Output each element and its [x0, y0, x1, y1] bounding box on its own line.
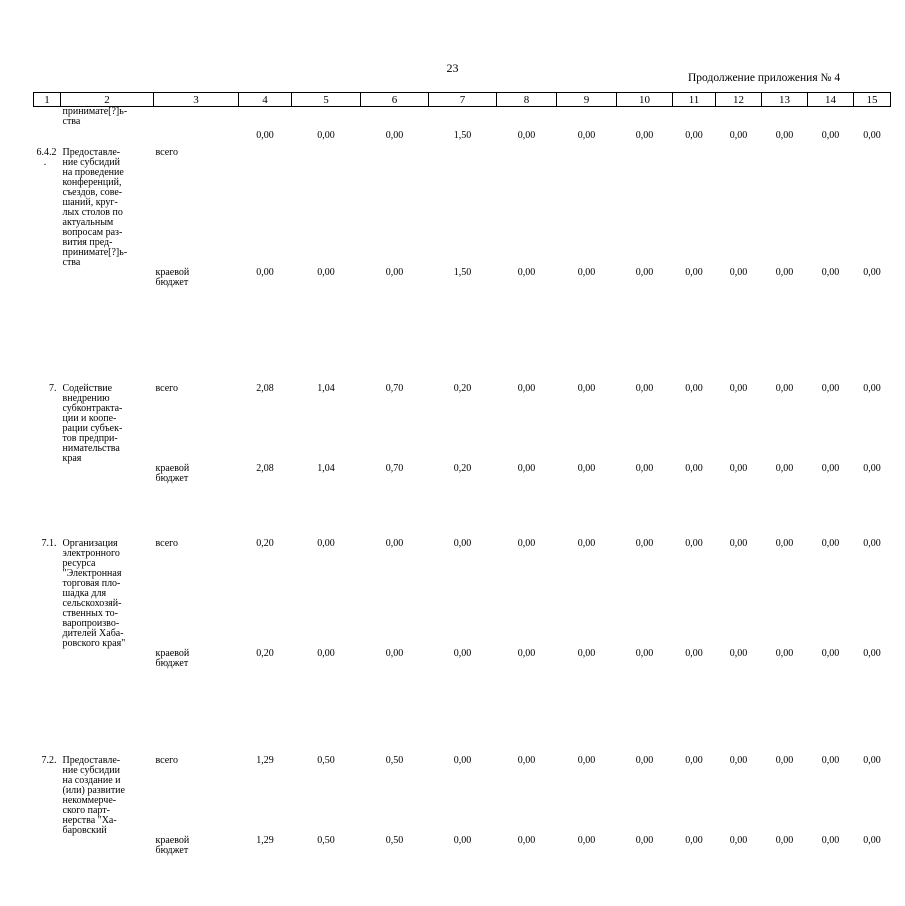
value-cell: [292, 148, 361, 268]
value-cell: [716, 107, 762, 131]
column-header: 7: [429, 93, 497, 107]
value-cell: 1,29: [256, 754, 274, 766]
funding-source: всего: [155, 382, 179, 394]
continuation-label: Продолжение приложения № 4: [688, 72, 841, 84]
page-number: 23: [446, 61, 459, 75]
value-cell: 0,00: [863, 129, 881, 141]
value-cell: 2,08: [256, 462, 274, 474]
measure-name: Содействие внедрению субконтракта- ции и коопе- рации субъек- тов предпри- нимательства края: [62, 382, 123, 464]
column-header: 4: [239, 93, 292, 107]
value-cell: 0,00: [729, 647, 748, 659]
value-cell: 0,00: [775, 754, 794, 766]
value-cell: 0,50: [317, 754, 335, 766]
column-header: 10: [617, 93, 673, 107]
value-cell: 0,00: [635, 382, 654, 394]
value-cell: 0,00: [729, 834, 748, 846]
value-cell: 0,00: [775, 647, 794, 659]
value-cell: 0,00: [577, 537, 596, 549]
table-row: [34, 268, 891, 384]
measure-name: принимате[?]ь- ства: [62, 106, 128, 127]
row-index: 7.1.: [41, 537, 57, 549]
value-cell: 0,00: [635, 647, 654, 659]
value-cell: 0,00: [729, 266, 748, 278]
value-cell: [239, 107, 292, 131]
value-cell: 0,00: [453, 537, 472, 549]
value-cell: 0,00: [517, 537, 536, 549]
value-cell: 0,00: [775, 834, 794, 846]
value-cell: 0,00: [729, 382, 748, 394]
funding-source: краевой бюджет: [155, 834, 190, 856]
value-cell: 2,08: [256, 382, 274, 394]
funding-source: краевой бюджет: [155, 266, 190, 288]
value-cell: 0,00: [821, 266, 840, 278]
value-cell: [557, 148, 617, 268]
value-cell: 0,00: [729, 462, 748, 474]
column-header: 6: [361, 93, 429, 107]
value-cell: [854, 148, 891, 268]
value-cell: 0,00: [863, 834, 881, 846]
funding-source: всего: [155, 146, 179, 158]
funding-source: краевой бюджет: [155, 647, 190, 669]
value-cell: 1,29: [256, 834, 274, 846]
value-cell: 0,00: [517, 382, 536, 394]
measure-name: [61, 268, 154, 384]
table-header-row: [34, 93, 891, 107]
value-cell: [673, 107, 716, 131]
value-cell: 0,00: [517, 462, 536, 474]
value-cell: 0,00: [453, 834, 472, 846]
value-cell: 0,00: [685, 754, 703, 766]
table-row: [34, 836, 891, 906]
value-cell: 0,00: [453, 754, 472, 766]
measure-name: [61, 131, 154, 148]
value-cell: [617, 148, 673, 268]
column-header: 8: [497, 93, 557, 107]
value-cell: 0,00: [685, 266, 703, 278]
value-cell: 0,00: [821, 834, 840, 846]
value-cell: [762, 148, 808, 268]
value-cell: [673, 148, 716, 268]
column-header: 2: [61, 93, 154, 107]
column-header: 3: [154, 93, 239, 107]
value-cell: 0,00: [729, 129, 748, 141]
value-cell: [762, 107, 808, 131]
value-cell: 0,00: [863, 754, 881, 766]
value-cell: [716, 148, 762, 268]
column-header: 5: [292, 93, 361, 107]
value-cell: [429, 107, 497, 131]
value-cell: 0,00: [863, 647, 881, 659]
value-cell: [361, 148, 429, 268]
column-header: 15: [854, 93, 891, 107]
value-cell: 0,00: [775, 462, 794, 474]
column-header: 12: [716, 93, 762, 107]
value-cell: 0,00: [685, 129, 703, 141]
value-cell: 0,00: [385, 129, 404, 141]
measure-name: Предоставле- ние субсидий на проведение конференций, съездов, сове- шаний, круг- лых столов по актуальным вопросам раз- вития пред- принимате[?]ь- ства: [62, 146, 128, 268]
measure-name: [61, 464, 154, 539]
value-cell: 0,00: [317, 129, 335, 141]
row-index: [34, 107, 61, 131]
value-cell: 0,00: [685, 382, 703, 394]
value-cell: [808, 107, 854, 131]
value-cell: 0,00: [685, 647, 703, 659]
value-cell: 0,00: [517, 266, 536, 278]
table-row: [34, 539, 891, 649]
value-cell: 0,00: [317, 647, 335, 659]
row-index: [34, 649, 61, 756]
value-cell: 0,00: [775, 537, 794, 549]
value-cell: 0,00: [635, 834, 654, 846]
value-cell: 0,00: [577, 754, 596, 766]
value-cell: 0,00: [775, 382, 794, 394]
value-cell: [239, 148, 292, 268]
table-row: [34, 464, 891, 539]
column-header: 14: [808, 93, 854, 107]
funding-source: всего: [155, 754, 179, 766]
budget-table: [33, 92, 891, 906]
row-index: 7.2.: [41, 754, 57, 766]
funding-source: [154, 107, 239, 131]
value-cell: 0,00: [577, 266, 596, 278]
value-cell: 0,50: [385, 754, 404, 766]
measure-name: Организация электронного ресурса "Электронная торговая пло- шадка для сельскохозяй- ственных то- варопроизво- дителей Хаба- ровского края": [62, 537, 126, 649]
row-index: [34, 464, 61, 539]
value-cell: 0,00: [729, 754, 748, 766]
value-cell: 1,04: [317, 462, 335, 474]
value-cell: [557, 107, 617, 131]
value-cell: 0,20: [256, 537, 274, 549]
column-header: 13: [762, 93, 808, 107]
value-cell: 0,00: [385, 647, 404, 659]
value-cell: [497, 148, 557, 268]
value-cell: 0,00: [863, 537, 881, 549]
value-cell: 0,20: [453, 382, 472, 394]
row-index: [34, 836, 61, 906]
value-cell: 0,00: [863, 462, 881, 474]
value-cell: 0,00: [517, 129, 536, 141]
value-cell: 1,04: [317, 382, 335, 394]
value-cell: 0,00: [385, 537, 404, 549]
value-cell: 0,00: [635, 537, 654, 549]
table-row: [34, 384, 891, 464]
value-cell: 0,00: [635, 266, 654, 278]
measure-name: [61, 836, 154, 906]
row-index: 6.4.2 .: [36, 146, 57, 168]
value-cell: [292, 107, 361, 131]
value-cell: 1,50: [453, 129, 472, 141]
value-cell: 0,00: [256, 129, 274, 141]
column-header: 11: [673, 93, 716, 107]
value-cell: 0,00: [685, 537, 703, 549]
value-cell: [497, 107, 557, 131]
value-cell: 0,00: [635, 754, 654, 766]
value-cell: 0,20: [453, 462, 472, 474]
value-cell: 0,50: [385, 834, 404, 846]
table-row: [34, 649, 891, 756]
measure-name: Предоставле- ние субсидии на создание и (или) развитие некоммерче- ского парт- нерства "Ха- баровский: [62, 754, 125, 836]
value-cell: 0,00: [635, 462, 654, 474]
value-cell: 0,20: [256, 647, 274, 659]
row-index: [34, 268, 61, 384]
value-cell: 0,00: [577, 462, 596, 474]
value-cell: 0,00: [821, 537, 840, 549]
value-cell: 0,00: [577, 129, 596, 141]
value-cell: [854, 107, 891, 131]
value-cell: 0,00: [821, 382, 840, 394]
value-cell: 1,50: [453, 266, 472, 278]
row-index: [34, 131, 61, 148]
row-index: 7.: [49, 382, 57, 394]
value-cell: 0,70: [385, 462, 404, 474]
value-cell: 0,00: [517, 754, 536, 766]
value-cell: [617, 107, 673, 131]
value-cell: 0,00: [775, 266, 794, 278]
value-cell: 0,00: [821, 129, 840, 141]
table-row: [34, 131, 891, 148]
table-row: [34, 107, 891, 131]
value-cell: 0,00: [317, 266, 335, 278]
value-cell: 0,00: [821, 647, 840, 659]
value-cell: [361, 107, 429, 131]
value-cell: 0,00: [453, 647, 472, 659]
value-cell: 0,00: [517, 647, 536, 659]
value-cell: 0,50: [317, 834, 335, 846]
measure-name: [61, 649, 154, 756]
value-cell: [808, 148, 854, 268]
value-cell: 0,00: [577, 834, 596, 846]
table-row: [34, 148, 891, 268]
value-cell: 0,00: [517, 834, 536, 846]
value-cell: 0,00: [685, 462, 703, 474]
value-cell: 0,00: [685, 834, 703, 846]
value-cell: 0,00: [863, 266, 881, 278]
funding-source: краевой бюджет: [155, 462, 190, 484]
table-body: [34, 107, 891, 906]
column-header: 1: [34, 93, 61, 107]
table-row: [34, 756, 891, 836]
value-cell: 0,00: [821, 462, 840, 474]
value-cell: 0,00: [577, 647, 596, 659]
funding-source: [154, 131, 239, 148]
value-cell: 0,00: [729, 537, 748, 549]
value-cell: 0,00: [256, 266, 274, 278]
value-cell: 0,00: [635, 129, 654, 141]
column-header: 9: [557, 93, 617, 107]
value-cell: 0,00: [775, 129, 794, 141]
value-cell: [429, 148, 497, 268]
value-cell: 0,00: [317, 537, 335, 549]
value-cell: 0,00: [863, 382, 881, 394]
funding-source: всего: [155, 537, 179, 549]
value-cell: 0,00: [577, 382, 596, 394]
value-cell: 0,70: [385, 382, 404, 394]
value-cell: 0,00: [385, 266, 404, 278]
value-cell: 0,00: [821, 754, 840, 766]
